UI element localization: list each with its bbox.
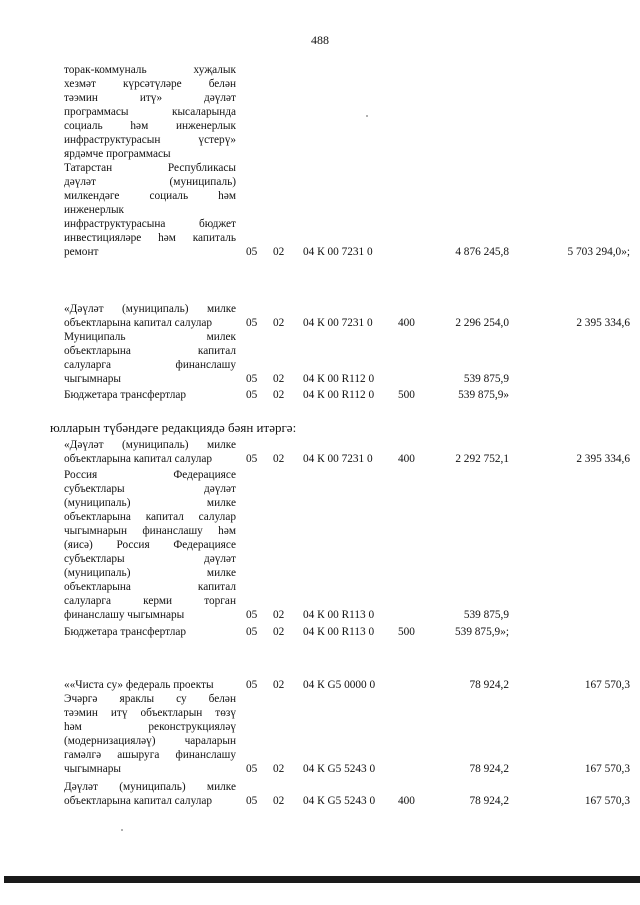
row-name: «Дәүләт (муниципаль) милке объектларына капитал салулар — [64, 439, 236, 465]
page-number: 488 — [311, 33, 329, 47]
amount-year1: 539 875,9» — [458, 389, 509, 401]
amount-year1: 539 875,9 — [463, 609, 509, 621]
rz-cell: 05 — [246, 317, 258, 329]
amount-year2: 2 395 334,6 — [576, 453, 630, 465]
row-name: Бюджетара трансфертлар — [64, 389, 187, 401]
pr-cell: 02 — [273, 373, 285, 385]
csr-cell: 04 К 00 7231 0 — [303, 453, 373, 465]
pr-cell: 02 — [273, 246, 285, 258]
pr-cell: 02 — [273, 609, 285, 621]
csr-cell: 04 К 00 7231 0 — [303, 246, 373, 258]
vr-cell: 400 — [398, 795, 415, 807]
rz-cell: 05 — [246, 246, 258, 258]
pr-cell: 02 — [273, 317, 285, 329]
amount-year2: 5 703 294,0»; — [567, 246, 630, 258]
amount-year2: 167 570,3 — [584, 679, 630, 691]
scan-speck — [121, 829, 123, 831]
csr-cell: 04 К 00 R112 0 — [303, 389, 375, 401]
amount-year1: 2 292 752,1 — [455, 453, 509, 465]
lead-text: юлларын түбәндәге редакциядә бәян итәргә: — [50, 420, 297, 435]
row-name: Татарстан Республикасы дәүләт (муниципаль) милкендәге социаль һәм инженерлык инфраструктурасына бюджет инвестицияләре һәм капиталь ремонт — [64, 162, 236, 258]
row-name: Муниципаль милек объектларына капитал салуларга финанслашу чыгымнары — [64, 331, 236, 385]
rz-cell: 05 — [246, 373, 258, 385]
row-name: Дәүләт (муниципаль) милке объектларына капитал салулар — [64, 781, 236, 807]
amount-year1: 78 924,2 — [469, 763, 509, 775]
csr-cell: 04 К 00 R113 0 — [303, 609, 375, 621]
pr-cell: 02 — [273, 795, 285, 807]
row-name: Бюджетара трансфертлар — [64, 626, 187, 638]
rz-cell: 05 — [246, 609, 258, 621]
pr-cell: 02 — [273, 389, 285, 401]
scan-speck — [366, 115, 368, 117]
csr-cell: 04 К 00 7231 0 — [303, 317, 373, 329]
amount-year1: 2 296 254,0 — [455, 317, 509, 329]
amount-year2: 167 570,3 — [584, 763, 630, 775]
rz-cell: 05 — [246, 763, 258, 775]
amount-year2: 2 395 334,6 — [576, 317, 630, 329]
csr-cell: 04 К 00 R113 0 — [303, 626, 375, 638]
vr-cell: 500 — [398, 626, 415, 638]
amount-year1: 78 924,2 — [469, 795, 509, 807]
amount-year1: 539 875,9»; — [455, 626, 509, 638]
pr-cell: 02 — [273, 763, 285, 775]
rz-cell: 05 — [246, 795, 258, 807]
pr-cell: 02 — [273, 453, 285, 465]
vr-cell: 500 — [398, 389, 415, 401]
row-name: торак-коммуналь хуҗалык хезмәт күрсәтүләре белән тәэмин итү» дәүләт программасы кысаларында социаль һәм инженерлык инфраструктурасын үстерү» ярдәмче программасы — [64, 64, 236, 160]
vr-cell: 400 — [398, 317, 415, 329]
row-name: ««Чиста су» федераль проекты — [64, 679, 214, 691]
row-name: Эчәргә яраклы су белән тәэмин итү объектларын төзү һәм реконструкцияләү (модернизацияләү) чараларын гамәлгә ашыруга финанслашу чыгымнары — [64, 693, 236, 775]
pr-cell: 02 — [273, 679, 285, 691]
csr-cell: 04 К G5 0000 0 — [303, 679, 376, 691]
vr-cell: 400 — [398, 453, 415, 465]
amount-year1: 4 876 245,8 — [455, 246, 509, 258]
rz-cell: 05 — [246, 626, 258, 638]
amount-year1: 539 875,9 — [463, 373, 509, 385]
rz-cell: 05 — [246, 679, 258, 691]
rz-cell: 05 — [246, 389, 258, 401]
csr-cell: 04 К G5 5243 0 — [303, 763, 376, 775]
amount-year2: 167 570,3 — [584, 795, 630, 807]
csr-cell: 04 К G5 5243 0 — [303, 795, 376, 807]
amount-year1: 78 924,2 — [469, 679, 509, 691]
pr-cell: 02 — [273, 626, 285, 638]
scan-edge-bar — [4, 876, 640, 883]
csr-cell: 04 К 00 R112 0 — [303, 373, 375, 385]
row-name: Россия Федерациясе субъектлары дәүләт (муниципаль) милке объектларына капитал салулар чыгымнарын финанслашу һәм (яисә) Россия Федерациясе субъектлары дәүләт (муниципаль) милке объектларына капитал салуларга керми торган финанслашу чыгымнары — [64, 469, 236, 621]
row-name: «Дәүләт (муниципаль) милке объектларына капитал салулар — [64, 303, 236, 329]
rz-cell: 05 — [246, 453, 258, 465]
